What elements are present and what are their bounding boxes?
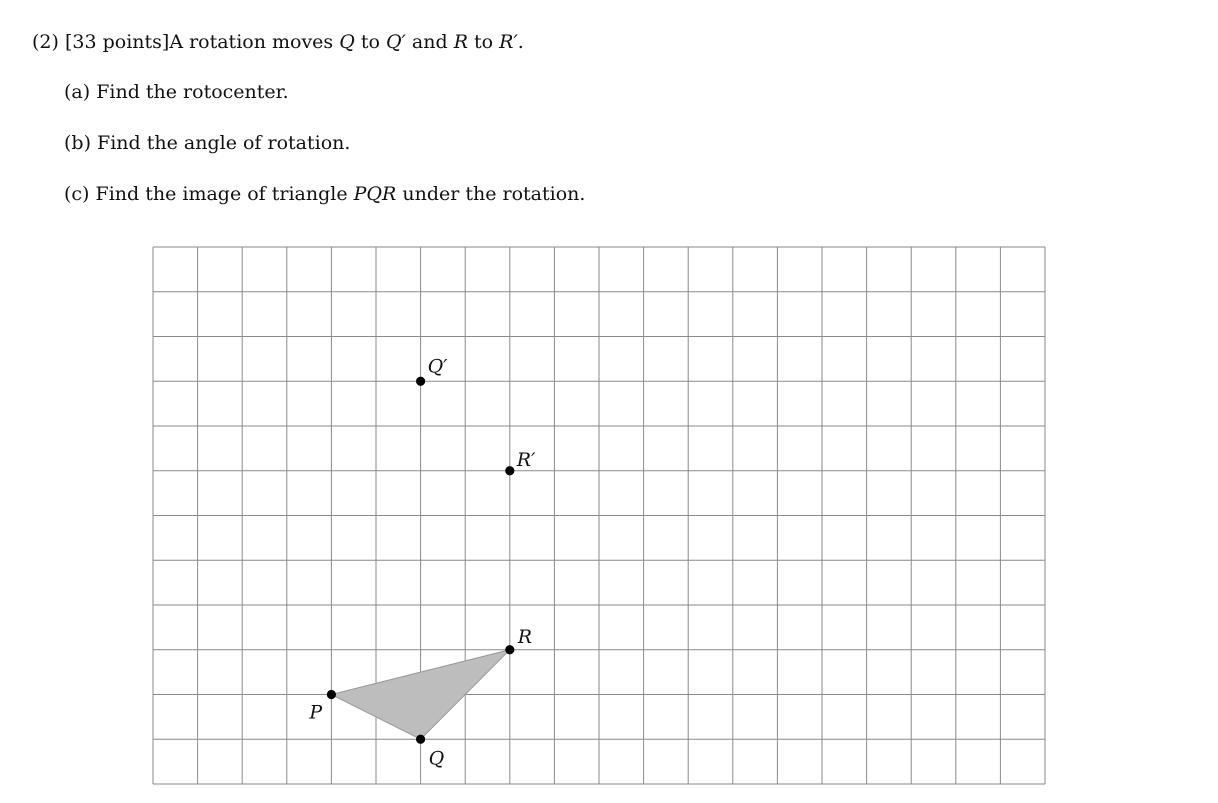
point-r (505, 645, 514, 654)
problem-stem: A rotation moves (169, 31, 334, 53)
word-to: to (360, 31, 380, 53)
part-c-label: (c) (64, 183, 90, 205)
word-to: to (474, 31, 494, 53)
point-q-prime (416, 377, 425, 386)
point-q (416, 735, 425, 744)
var-r: R (453, 31, 468, 53)
grid-lines (153, 247, 1045, 784)
part-b-text: Find the angle of rotation. (97, 132, 351, 154)
problem-number: (2) (32, 31, 59, 53)
point-r-prime (505, 466, 514, 475)
label-r: R (517, 625, 533, 648)
period: . (517, 31, 524, 53)
part-c-post: under the rotation. (402, 183, 586, 205)
point-p (327, 690, 336, 699)
label-q-prime: Q′ (427, 355, 448, 378)
var-r-prime: R′ (499, 31, 518, 53)
label-p: P (309, 701, 323, 724)
part-a-label: (a) (64, 81, 91, 103)
var-q: Q (339, 31, 355, 53)
problem-points: [33 points] (64, 31, 170, 53)
part-c-pre: Find the image of triangle (95, 183, 348, 205)
label-q: Q (428, 747, 445, 770)
label-r-prime: R′ (516, 448, 536, 471)
part-a-text: Find the rotocenter. (96, 81, 289, 103)
word-and: and (411, 31, 448, 53)
part-b-label: (b) (64, 132, 91, 154)
var-q-prime: Q′ (385, 31, 406, 53)
triangle-name: PQR (353, 183, 397, 205)
